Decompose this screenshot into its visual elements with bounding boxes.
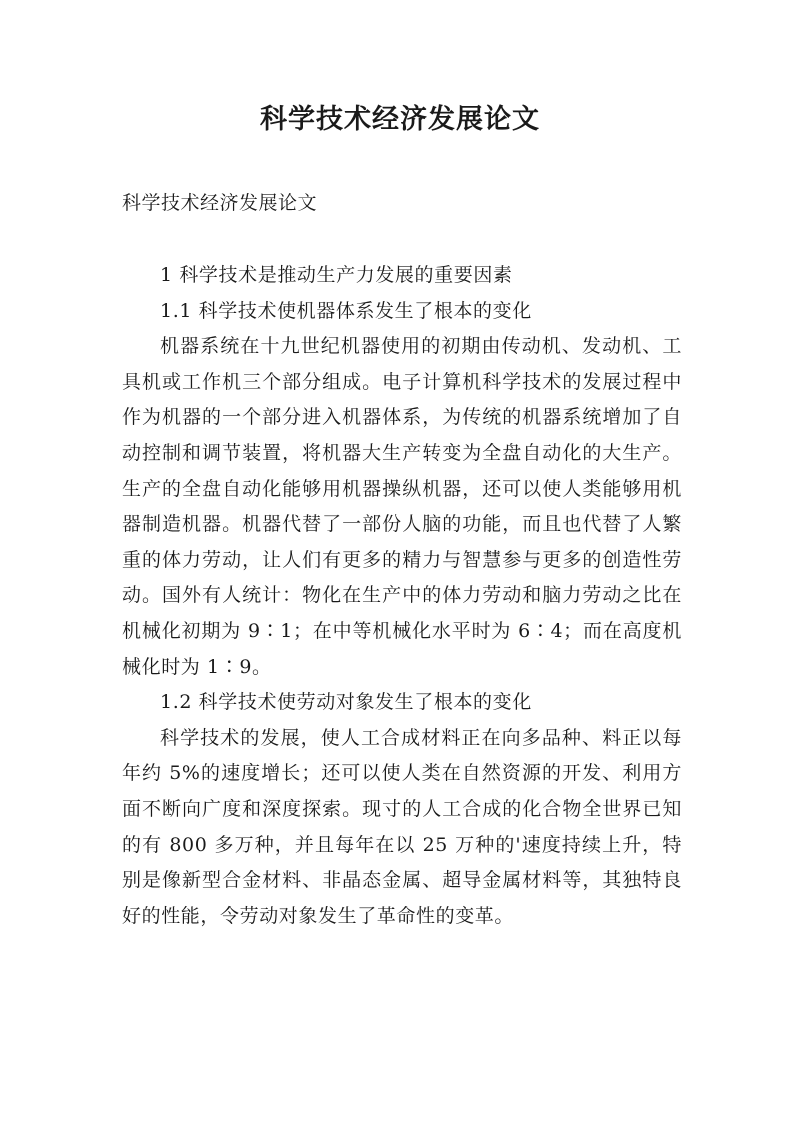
document-body xyxy=(122,258,682,934)
section-heading-1-2: 1.2 科学技术使劳动对象发生了根本的变化 xyxy=(160,691,532,714)
document-title: 科学技术经济发展论文 xyxy=(260,104,540,135)
body-paragraph-materials: 科学技术的发展，使人工合成材料正在向多品种、料正以每年约 5%的速度增长；还可以使人类在自然资源的开发、利用方面不断向广度和深度探索。现寸的人工合成的化合物全世界已知的有 800 多万种，并且每年在以 25 万种的'速度持续上升，特别是像新型合金材料、非晶态金属、超导金属材料等，其独特良好的性能，令劳动对象发生了革命性的变革。 xyxy=(122,726,682,927)
section-heading-1: 1 科学技术是推动生产力发展的重要因素 xyxy=(160,264,513,286)
section-heading-1-1: 1.1 科学技术使机器体系发生了根本的变化 xyxy=(160,299,532,322)
document-subtitle: 科学技术经济发展论文 xyxy=(122,192,318,214)
body-paragraph-machines: 机器系统在十九世纪机器使用的初期由传动机、发动机、工具机或工作机三个部分组成。电子计算机科学技术的发展过程中作为机器的一个部分进入机器体系，为传统的机器系统增加了自动控制和调节装置，将机器大生产转变为全盘自动化的大生产。生产的全盘自动化能够用机器操纵机器，还可以使人类能够用机器制造机器。机器代替了一部份人脑的功能，而且也代替了人繁重的体力劳动，让人们有更多的精力与智慧参与更多的创造性劳动。国外有人统计：物化在生产中的体力劳动和脑力劳动之比在机械化初期为 9∶1；在中等机械化水平时为 6∶4；而在高度机械化时为 1∶9。 xyxy=(122,335,682,678)
